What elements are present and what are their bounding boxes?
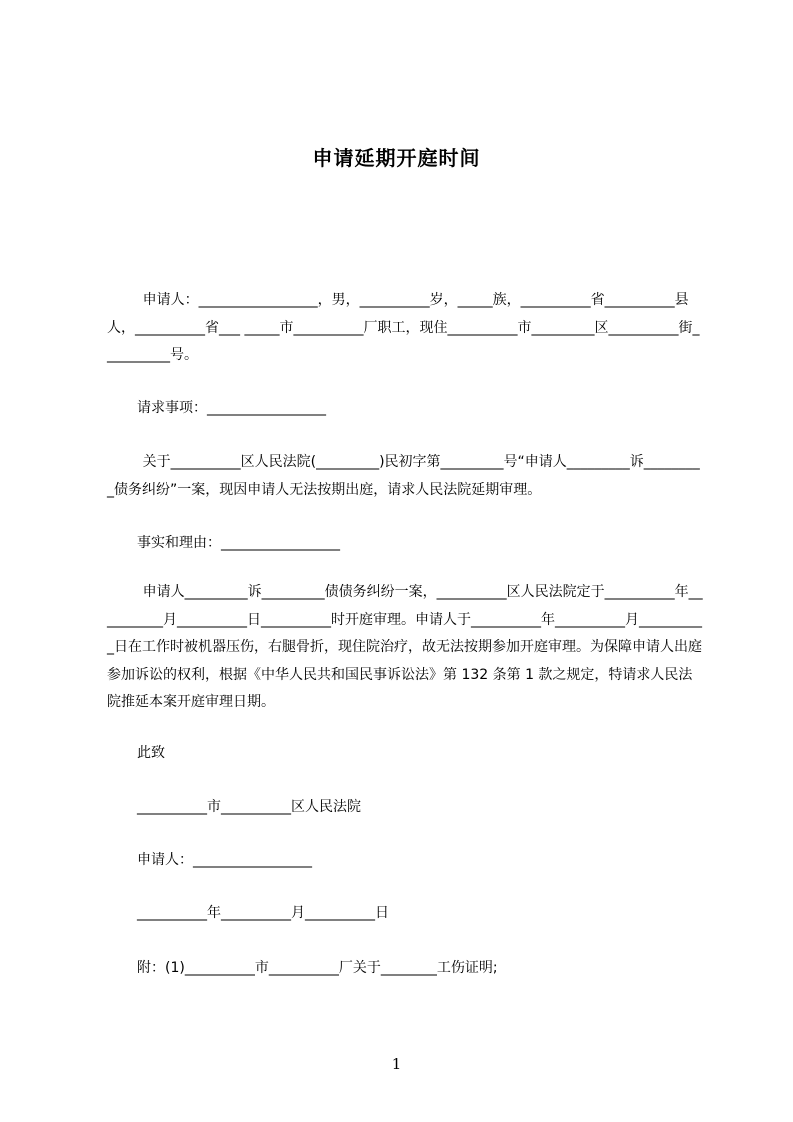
facts-paragraph: 申请人_________诉_________债债务纠纷一案，__________区人民法院定于__________年__________月__________日__________时开庭审理。申请人于__________年__________月__________日在工作时被机器压伤，右腿骨折，现住院治疗，故无法按期参加开庭审理。为保障申请人出庭参加诉讼的权利，根据《中华人民共和国民事诉讼法》第 132 条第 1 款之规定，特请求人民法院推延本案开庭审理日期。: [107, 584, 703, 710]
document-title: 申请延期开庭时间: [312, 146, 481, 170]
court-line: __________市__________区人民法院: [137, 799, 361, 815]
attachment-line: 附：(1)__________市__________厂关于________工伤证明;: [137, 960, 498, 976]
date-line: __________年__________月__________日: [137, 905, 389, 921]
about-case-paragraph: 关于__________区人民法院(_________)民初字第_________号“申请人_________诉_________债务纠纷”一案，现因申请人无法按期出庭，请求人民法院延期审理。: [107, 454, 700, 498]
facts-label-line: 事实和理由：_________________: [137, 535, 340, 551]
applicant-info-paragraph: 申请人：_________________，男，__________岁，_____族，__________省__________县人，__________省___ _____市__________厂职工，现住__________市_________区__________街__________号。: [107, 292, 700, 363]
salutation-line: 此致: [137, 745, 165, 761]
request-items-line: 请求事项：_________________: [137, 400, 326, 416]
signature-line: 申请人：_________________: [137, 852, 312, 868]
page-number: 1: [391, 1055, 402, 1073]
